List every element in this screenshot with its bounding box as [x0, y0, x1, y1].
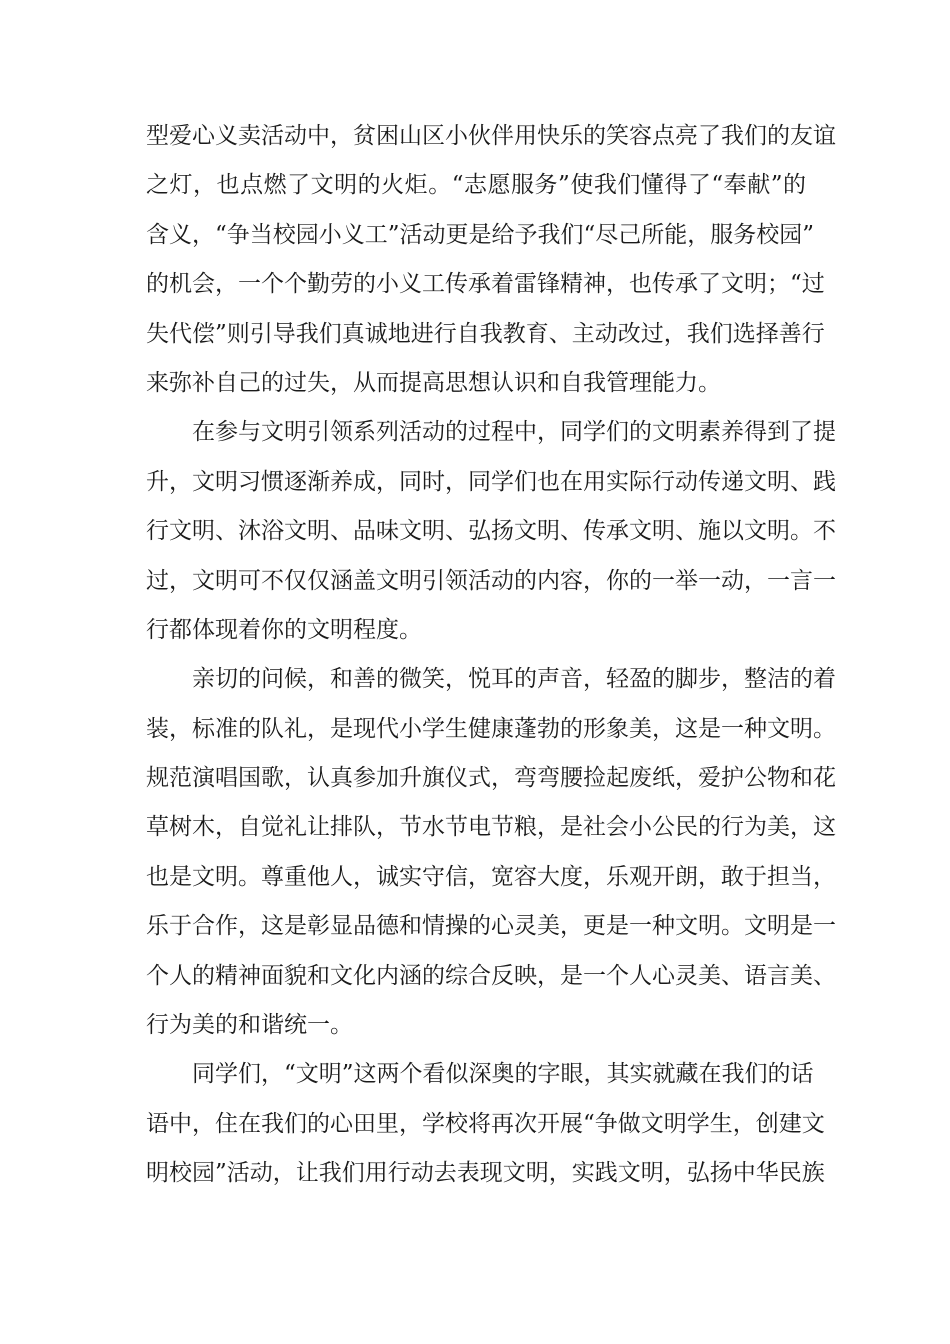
text-line: 乐于合作，这是彰显品德和情操的心灵美，更是一种文明。文明是一: [146, 913, 836, 940]
paragraph-2: [146, 408, 836, 655]
paragraph-4: [146, 1050, 825, 1198]
text-line: 在参与文明引领系列活动的过程中，同学们的文明素养得到了提: [192, 419, 836, 446]
text-line: 语中，住在我们的心田里，学校将再次开展“争做文明学生，创建文: [146, 1110, 825, 1137]
text-line: 同学们，“文明”这两个看似深奥的字眼，其实就藏在我们的话: [192, 1061, 814, 1088]
text-line: 过，文明可不仅仅涵盖文明引领活动的内容，你的一举一动，一言一: [146, 567, 836, 594]
text-line: 装，标准的队礼，是现代小学生健康蓬勃的形象美，这是一种文明。: [146, 715, 836, 742]
paragraph-1: [146, 112, 836, 408]
text-line: 亲切的问候，和善的微笑，悦耳的声音，轻盈的脚步，整洁的着: [192, 666, 836, 693]
text-line: 来弥补自己的过失，从而提高思想认识和自我管理能力。: [146, 369, 721, 396]
text-line: 行都体现着你的文明程度。: [146, 616, 422, 643]
text-line: 草树木，自觉礼让排队，节水节电节粮，是社会小公民的行为美，这: [146, 814, 836, 841]
text-line: 含义，“争当校园小义工”活动更是给予我们“尽己所能，服务校园”: [146, 221, 815, 248]
text-line: 个人的精神面貌和文化内涵的综合反映，是一个人心灵美、语言美、: [146, 962, 836, 989]
body-text: [146, 112, 836, 1199]
text-line: 也是文明。尊重他人，诚实守信，宽容大度，乐观开朗，敢于担当，: [146, 863, 836, 890]
text-line: 升，文明习惯逐渐养成，同时，同学们也在用实际行动传递文明、践: [146, 468, 836, 495]
text-line: 型爱心义卖活动中，贫困山区小伙伴用快乐的笑容点亮了我们的友谊: [146, 123, 836, 149]
text-line: 之灯，也点燃了文明的火炬。“志愿服务”使我们懂得了“奉献”的: [146, 172, 806, 199]
text-line: 行文明、沐浴文明、品味文明、弘扬文明、传承文明、施以文明。不: [146, 518, 836, 545]
paragraph-3: [146, 655, 836, 1050]
text-line: 失代偿”则引导我们真诚地进行自我教育、主动改过，我们选择善行: [146, 320, 825, 347]
text-line: 明校园”活动，让我们用行动去表现文明，实践文明，弘扬中华民族: [146, 1160, 825, 1187]
text-line: 行为美的和谐统一。: [146, 1012, 353, 1039]
text-line: 的机会，一个个勤劳的小义工传承着雷锋精神，也传承了文明；“过: [146, 271, 825, 298]
text-line: 规范演唱国歌，认真参加升旗仪式，弯弯腰捡起废纸，爱护公物和花: [146, 765, 836, 792]
